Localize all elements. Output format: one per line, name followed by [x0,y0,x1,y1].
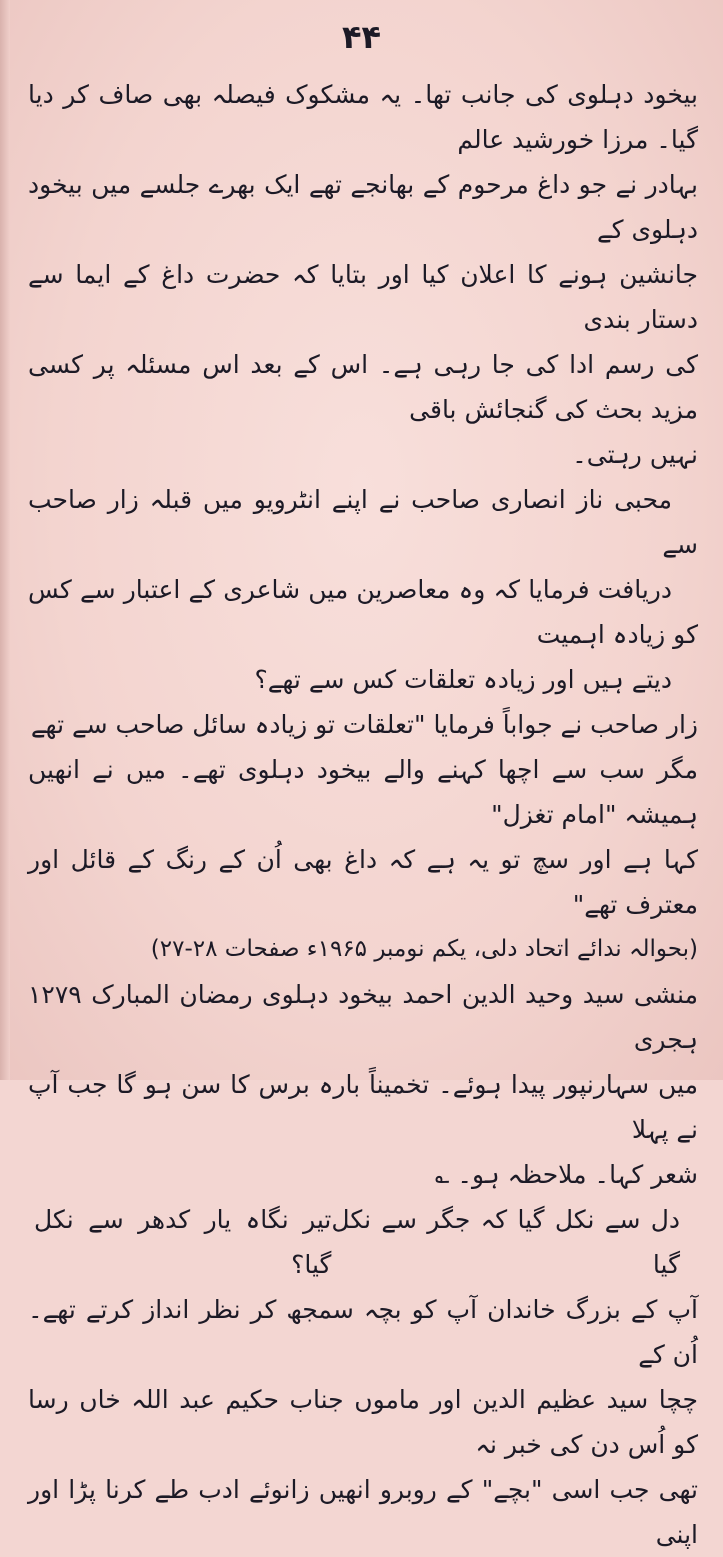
paragraph-biography [28,972,698,1197]
paragraph-interview-answer [28,702,698,972]
text-line: شعر کہا۔ ملاحظہ ہو۔ ؎ [434,1160,698,1189]
page-edge-shadow [0,0,10,1080]
text-line: چچا سید عظیم الدین اور ماموں جناب حکیم عبد اللہ خاں رسا کو اُس دن کی خبر نہ [28,1385,698,1459]
text-line: آپ کے بزرگ خاندان آپ کو بچہ سمجھ کر نظر انداز کرتے تھے۔ اُن کے [28,1295,698,1369]
citation-line: (بحوالہ ندائے اتحاد دلی، یکم نومبر ۱۹۶۵ء صفحات ۲۸-۲۷) [150,936,698,962]
text-line: منشی سید وحید الدین احمد بیخود دہلوی رمضان المبارک ۱۲۷۹ ہجری [28,980,698,1054]
text-line: میں سہارنپور پیدا ہوئے۔ تخمیناً بارہ برس کا سن ہو گا جب آپ نے پہلا [28,1070,698,1144]
verse-first-hemistich: دل سے نکل گیا کہ جگر سے نکل گیا [331,1205,680,1279]
text-line: محبی ناز انصاری صاحب نے اپنے انٹرویو میں قبلہ زار صاحب سے [28,485,698,559]
text-line: کی رسم ادا کی جا رہی ہے۔ اس کے بعد اس مسئلہ پر کسی مزید بحث کی گنجائش باقی [28,350,698,424]
text-line: کہا ہے اور سچ تو یہ ہے کہ داغ بھی اُن کے رنگ کے قائل اور معترف تھے" [28,845,698,919]
text-line: دیتے ہیں اور زیادہ تعلقات کس سے تھے؟ [254,665,672,694]
text-line: تھی جب اسی "بچے" کے روبرو انھیں زانوئے ادب طے کرنا پڑا اور اپنی [28,1475,698,1549]
text-line: جانشین ہونے کا اعلان کیا اور بتایا کہ حضرت داغ کے ایما سے دستار بندی [28,260,698,334]
paragraph-family [28,1287,698,1557]
text-line: مگر سب سے اچھا کہنے والے بیخود دہلوی تھے۔ میں نے انھیں ہمیشہ "امام تغزل" [28,755,698,829]
text-line: زار صاحب نے جواباً فرمایا "تعلقات تو زیادہ سائل صاحب سے تھے [30,710,698,739]
text-line: بیخود دہلوی کی جانب تھا۔ یہ مشکوک فیصلہ بھی صاف کر دیا گیا۔ مرزا خورشید عالم [28,80,698,154]
text-line: بہادر نے جو داغ مرحوم کے بھانجے تھے ایک بھرے جلسے میں بیخود دہلوی کے [28,170,698,244]
text-line: دریافت فرمایا کہ وہ معاصرین میں شاعری کے اعتبار سے کس کو زیادہ اہمیت [28,575,698,649]
verse-couplet [28,1197,698,1287]
verse-second-hemistich: تیر نگاہ یار کدھر سے نکل گیا؟ [34,1205,332,1279]
paragraph-succession [28,72,698,477]
page-body [28,72,698,1557]
page-number: ۴۴ [341,18,382,56]
text-line: نہیں رہتی۔ [572,440,698,469]
paragraph-interview-question [28,477,698,702]
